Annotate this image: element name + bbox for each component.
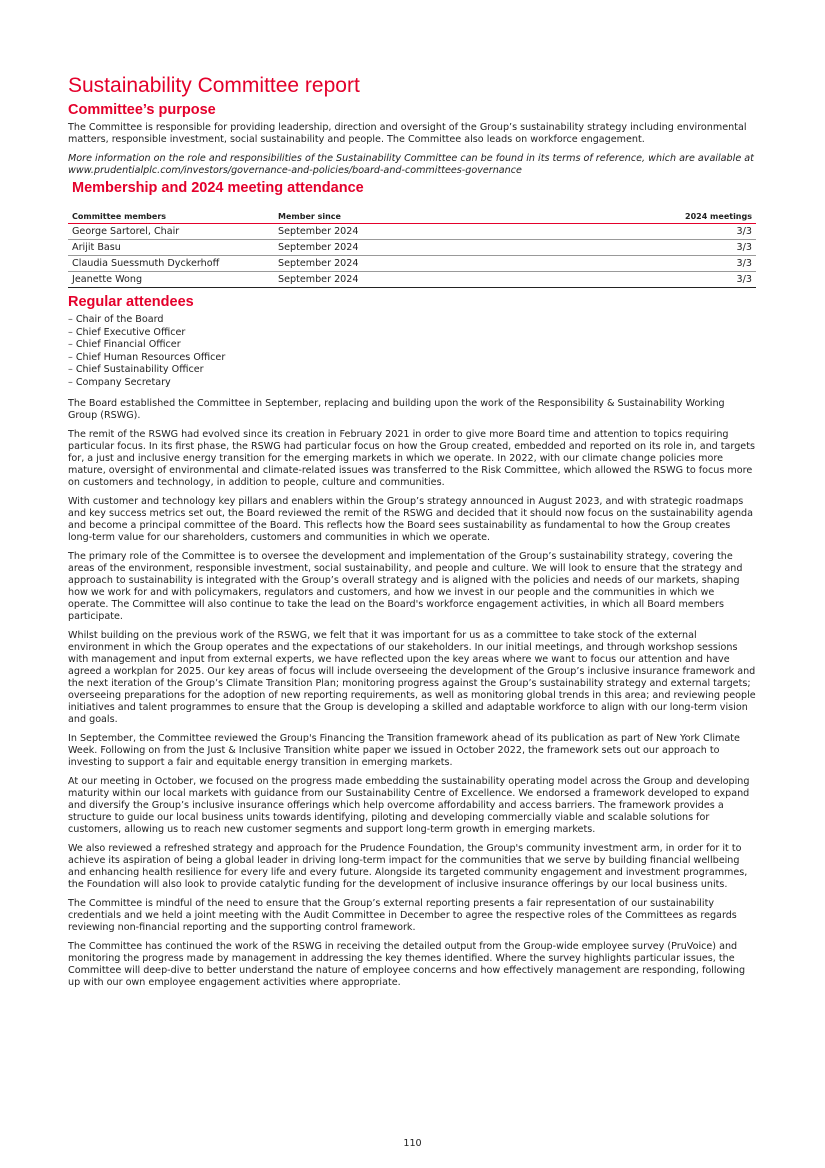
meetings-attended: 3/3 xyxy=(532,256,756,272)
body-paragraph: The Committee has continued the work of the RSWG in receiving the detailed output from the Group-wide employee survey (PruVoice) and monitoring the progress made by management in addressing the key themes identified. Where the survey highlights particular issues, the Committee will deep-dive to better understand the nature of employee concerns and how effectively management are responding, following up with our own employee engagement activities where appropriate. xyxy=(68,940,746,988)
column-header-member-since: Member since xyxy=(274,211,532,224)
list-item: – Chief Executive Officer xyxy=(68,327,756,340)
page-number: 110 xyxy=(403,1138,422,1149)
member-since: September 2024 xyxy=(274,224,532,240)
body-paragraph: Whilst building on the previous work of the RSWG, we felt that it was important for us as a committee to take stock of the external environment in which the Group operates and the expectations of our stakeholders. In our initial meetings, and through workshop sessions with management and input from external experts, we have reflected upon the key areas where we want to focus our attention and have agreed a workplan for 2025. Our key areas of focus will include overseeing the development of the Group’s inclusive insurance framework and the next iteration of the Group’s Climate Transition Plan; monitoring progress against the Group’s sustainability strategy and external targets; overseeing preparations for the adoption of new reporting requirements, as well as monitoring global trends in this area; and reviewing people initiatives and talent programmes to ensure that the Group is developing a skilled and adaptable workforce to align with our long-term vision and goals. xyxy=(68,629,756,725)
purpose-heading: Committee’s purpose xyxy=(68,102,216,118)
meetings-attended: 3/3 xyxy=(532,224,756,240)
list-item: – Chief Human Resources Officer xyxy=(68,352,756,365)
membership-heading: Membership and 2024 meeting attendance xyxy=(72,180,364,196)
report-page xyxy=(68,74,756,996)
member-since: September 2024 xyxy=(274,240,532,256)
list-item: – Chief Financial Officer xyxy=(68,339,756,352)
body-paragraph: We also reviewed a refreshed strategy and approach for the Prudence Foundation, the Group's community investment arm, in order for it to achieve its aspiration of being a global leader in driving long-term impact for the communities that we serve by building financial wellbeing and enhancing health resilience for every life and every future. Alongside its targeted community engagement and investment programmes, the Foundation will also look to provide catalytic funding for the development of inclusive insurance offerings by our local business units. xyxy=(68,842,748,890)
attendees-heading: Regular attendees xyxy=(68,294,194,310)
body-paragraph: The Committee is mindful of the need to ensure that the Group’s external reporting presents a fair representation of our sustainability credentials and we held a joint meeting with the Audit Committee in December to agree the respective roles of the Committees as regards reviewing non-financial reporting and the supporting control framework. xyxy=(68,897,737,933)
member-since: September 2024 xyxy=(274,272,532,288)
body-paragraph: In September, the Committee reviewed the Group's Financing the Transition framework ahead of its publication as part of New York Climate Week. Following on from the Just & Inclusive Transition white paper we issued in October 2022, the framework sets out our approach to investing to support a fair and equitable energy transition in emerging markets. xyxy=(68,732,740,768)
member-name: Jeanette Wong xyxy=(68,272,274,288)
body-paragraph: The Board established the Committee in September, replacing and building upon the work of the Responsibility & Sustainability Working Group (RSWG). xyxy=(68,397,725,421)
list-item: – Company Secretary xyxy=(68,377,756,390)
body-paragraph: The remit of the RSWG had evolved since its creation in February 2021 in order to give more Board time and attention to topics requiring particular focus. In its first phase, the RSWG had particular focus on how the Group created, embedded and reported on its role in, and targets for, a just and inclusive energy transition for the emerging markets in which we operate. In 2022, with our climate change policies more mature, oversight of environmental and climate-related issues was transferred to the Risk Committee, which allowed the RSWG to focus more on customers and technology, in addition to people, culture and communities. xyxy=(68,428,755,488)
meetings-attended: 3/3 xyxy=(532,272,756,288)
member-since: September 2024 xyxy=(274,256,532,272)
table-row xyxy=(68,272,756,288)
membership-table xyxy=(68,211,756,288)
body-paragraph: With customer and technology key pillars and enablers within the Group’s strategy announced in August 2023, and with strategic roadmaps and key success metrics set out, the Board reviewed the remit of the RSWG and decided that it should now focus on the sustainability agenda and become a principal committee of the Board. This reflects how the Board sees sustainability as fundamental to how the Group creates long-term value for our shareholders, customers and communities in which we operate. xyxy=(68,495,753,543)
member-name: Arijit Basu xyxy=(68,240,274,256)
terms-of-reference-note: More information on the role and responsibilities of the Sustainability Committee can be found in its terms of reference, which are available at www.prudentialplc.com/investors/governance-and-policies/board-and-committees-governance xyxy=(68,153,754,176)
table-row xyxy=(68,256,756,272)
purpose-text: The Committee is responsible for providing leadership, direction and oversight of the Group’s sustainability strategy including environmental matters, responsible investment, social sustainability and people. The Committee also leads on workforce engagement. xyxy=(68,122,747,145)
table-header-row xyxy=(68,211,756,224)
table-row xyxy=(68,224,756,240)
column-header-meetings: 2024 meetings xyxy=(532,211,756,224)
page-title: Sustainability Committee report xyxy=(68,74,360,97)
attendees-list xyxy=(68,314,756,390)
list-item: – Chair of the Board xyxy=(68,314,756,327)
table-row xyxy=(68,240,756,256)
body-paragraph: At our meeting in October, we focused on the progress made embedding the sustainability operating model across the Group and developing maturity within our local markets with guidance from our Sustainability Centre of Excellence. We endorsed a framework developed to expand and diversify the Group’s inclusive insurance offerings which help overcome affordability and access barriers. The framework provides a structure to guide our local business units towards identifying, piloting and developing commercially viable and scalable solutions for customers, allowing us to reach new customer segments and support long-term growth in emerging markets. xyxy=(68,775,750,835)
column-header-members: Committee members xyxy=(68,211,274,224)
list-item: – Chief Sustainability Officer xyxy=(68,364,756,377)
body-paragraph: The primary role of the Committee is to oversee the development and implementation of the Group’s sustainability strategy, covering the areas of the environment, responsible investment, social sustainability, and people and culture. We will look to ensure that the strategy and approach to sustainability is integrated with the Group’s overall strategy and is aligned with the policies and needs of our markets, shaping how we work for and with policymakers, regulators and customers, and how we invest in our people and the communities in which we operate. The Committee will also continue to take the lead on the Board's workforce engagement activities, in which all Board members participate. xyxy=(68,550,743,622)
member-name: George Sartorel, Chair xyxy=(68,224,274,240)
member-name: Claudia Suessmuth Dyckerhoff xyxy=(68,256,274,272)
meetings-attended: 3/3 xyxy=(532,240,756,256)
